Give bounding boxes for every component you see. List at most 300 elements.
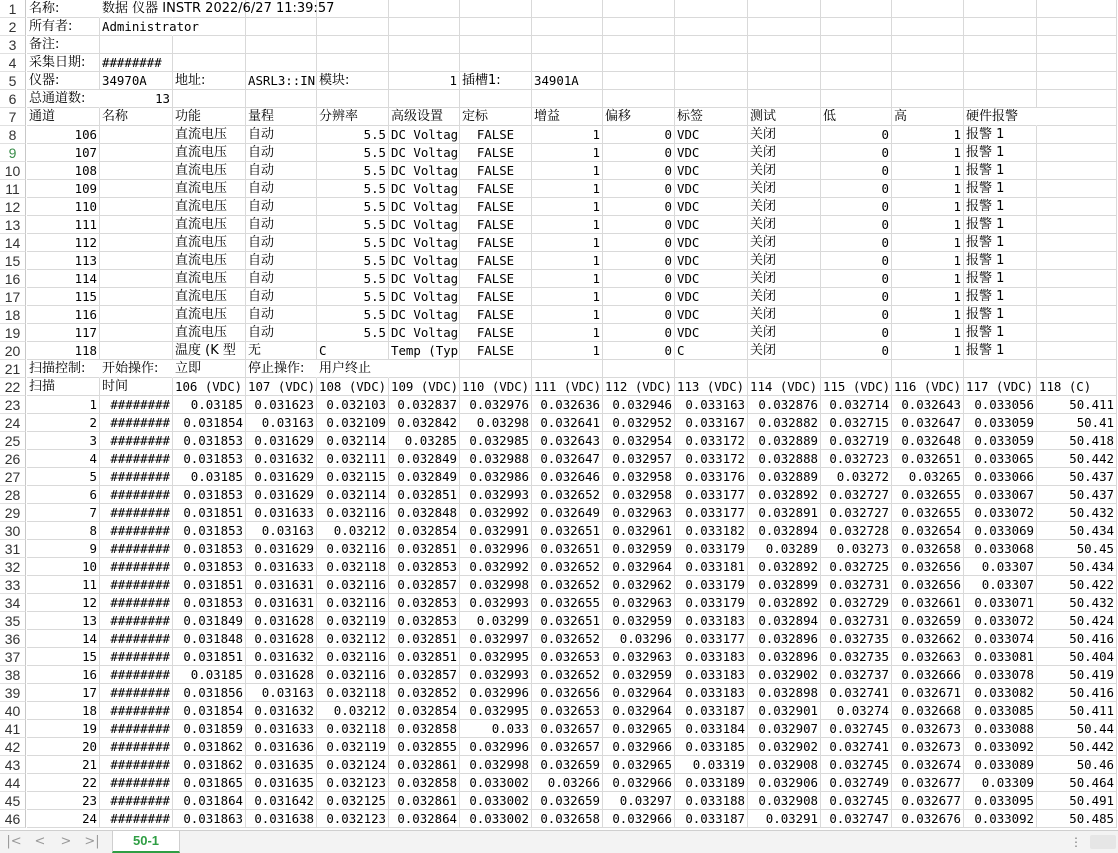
cell-46-c3[interactable]: 0.031638	[246, 810, 317, 828]
cell-20-c6[interactable]: FALSE	[460, 342, 532, 360]
cell-43-c13[interactable]: 0.033089	[964, 756, 1037, 774]
cell-34-c11[interactable]: 0.032729	[821, 594, 892, 612]
cell-12-c7[interactable]: 1	[532, 198, 603, 216]
cell-29-c5[interactable]: 0.032848	[389, 504, 460, 522]
cell-28-c14[interactable]: 50.437	[1037, 486, 1117, 504]
cell-35-c11[interactable]: 0.032731	[821, 612, 892, 630]
cell-12-c2[interactable]: 直流电压	[173, 198, 246, 216]
cell-1-c5[interactable]	[389, 0, 460, 18]
cell-16-c5[interactable]: DC Voltag	[391, 271, 459, 286]
row-header-37[interactable]: 37	[0, 648, 26, 666]
cell-16-c9[interactable]: VDC	[675, 270, 748, 288]
cell-25-c5[interactable]: 0.03285	[389, 432, 460, 450]
cell-24-c14[interactable]: 50.41	[1037, 414, 1117, 432]
cell-19-c10[interactable]: 关闭	[748, 324, 821, 342]
cell-7-c11[interactable]: 低	[821, 108, 892, 126]
cell-5-c10[interactable]	[748, 72, 821, 90]
cell-27-c1[interactable]: ########	[100, 468, 173, 486]
cell-20-c11[interactable]: 0	[821, 342, 892, 360]
cell-15-c14[interactable]	[1037, 252, 1117, 270]
cell-41-c4[interactable]: 0.032118	[317, 720, 389, 738]
cell-20-c10[interactable]: 关闭	[748, 342, 821, 360]
cell-42-c6[interactable]: 0.032996	[460, 738, 532, 756]
cell-39-c2[interactable]: 0.031856	[173, 684, 246, 702]
cell-45-c10[interactable]: 0.032908	[748, 792, 821, 810]
cell-14-c2[interactable]: 直流电压	[173, 234, 246, 252]
row-header-6[interactable]: 6	[0, 90, 26, 108]
cell-16-c1[interactable]	[100, 270, 173, 288]
cell-40-c8[interactable]: 0.032964	[603, 702, 675, 720]
row-header-17[interactable]: 17	[0, 288, 26, 306]
cell-26-c9[interactable]: 0.033172	[675, 450, 748, 468]
cell-21-c11[interactable]	[821, 360, 892, 378]
cell-11-c1[interactable]	[100, 180, 173, 198]
cell-43-c11[interactable]: 0.032745	[821, 756, 892, 774]
cell-29-c10[interactable]: 0.032891	[748, 504, 821, 522]
cell-37-c12[interactable]: 0.032663	[892, 648, 964, 666]
cell-42-c2[interactable]: 0.031862	[173, 738, 246, 756]
cell-22-c2[interactable]: 106 (VDC)	[173, 378, 246, 396]
cell-28-c10[interactable]: 0.032892	[748, 486, 821, 504]
cell-13-c3[interactable]: 自动	[246, 216, 317, 234]
cell-33-c1[interactable]: ########	[100, 576, 173, 594]
cell-41-c1[interactable]: ########	[100, 720, 173, 738]
cell-25-c4[interactable]: 0.032114	[317, 432, 389, 450]
cell-4-c12[interactable]	[892, 54, 964, 72]
cell-13-c5[interactable]: DC Voltag	[391, 217, 459, 232]
cell-28-c12[interactable]: 0.032655	[892, 486, 964, 504]
cell-27-c5[interactable]: 0.032849	[389, 468, 460, 486]
cell-26-c14[interactable]: 50.442	[1037, 450, 1117, 468]
cell-33-c2[interactable]: 0.031851	[173, 576, 246, 594]
cell-29-c12[interactable]: 0.032655	[892, 504, 964, 522]
cell-44-c11[interactable]: 0.032749	[821, 774, 892, 792]
cell-16-c2[interactable]: 直流电压	[173, 270, 246, 288]
cell-40-c1[interactable]: ########	[100, 702, 173, 720]
cell-7-c1[interactable]: 名称	[100, 108, 173, 126]
cell-41-c8[interactable]: 0.032965	[603, 720, 675, 738]
cell-36-c12[interactable]: 0.032662	[892, 630, 964, 648]
row-header-45[interactable]: 45	[0, 792, 26, 810]
row-header-15[interactable]: 15	[0, 252, 26, 270]
cell-31-c8[interactable]: 0.032959	[603, 540, 675, 558]
cell-24-c7[interactable]: 0.032641	[532, 414, 603, 432]
cell-16-c8[interactable]: 0	[603, 270, 675, 288]
cell-45-c4[interactable]: 0.032125	[317, 792, 389, 810]
cell-30-c12[interactable]: 0.032654	[892, 522, 964, 540]
row-header-16[interactable]: 16	[0, 270, 26, 288]
cell-8-c3[interactable]: 自动	[246, 126, 317, 144]
cell-34-c3[interactable]: 0.031631	[246, 594, 317, 612]
cell-10-c2[interactable]: 直流电压	[173, 162, 246, 180]
cell-20-c1[interactable]	[100, 342, 173, 360]
cell-44-c10[interactable]: 0.032906	[748, 774, 821, 792]
cell-33-c0[interactable]: 11	[27, 576, 100, 594]
cell-20-c14[interactable]	[1037, 342, 1117, 360]
cell-4-c2[interactable]	[173, 54, 246, 72]
cell-9-c4[interactable]: 5.5	[317, 144, 389, 162]
cell-26-c6[interactable]: 0.032988	[460, 450, 532, 468]
cell-6-c0[interactable]: 总通道数:	[27, 90, 100, 108]
cell-32-c2[interactable]: 0.031853	[173, 558, 246, 576]
cell-23-c5[interactable]: 0.032837	[389, 396, 460, 414]
cell-27-c4[interactable]: 0.032115	[317, 468, 389, 486]
cell-16-c13[interactable]: 报警 1	[964, 270, 1037, 288]
cell-17-c9[interactable]: VDC	[675, 288, 748, 306]
cell-35-c10[interactable]: 0.032894	[748, 612, 821, 630]
cell-23-c0[interactable]: 1	[27, 396, 100, 414]
cell-9-c12[interactable]: 1	[892, 144, 964, 162]
row-header-18[interactable]: 18	[0, 306, 26, 324]
cell-4-c11[interactable]	[821, 54, 892, 72]
cell-18-c9[interactable]: VDC	[675, 306, 748, 324]
cell-31-c12[interactable]: 0.032658	[892, 540, 964, 558]
cell-23-c10[interactable]: 0.032876	[748, 396, 821, 414]
cell-17-c12[interactable]: 1	[892, 288, 964, 306]
cell-46-c14[interactable]: 50.485	[1037, 810, 1117, 828]
cell-31-c0[interactable]: 9	[27, 540, 100, 558]
cell-31-c11[interactable]: 0.03273	[821, 540, 892, 558]
cell-22-c0[interactable]: 扫描	[27, 378, 100, 396]
cell-1-c14[interactable]	[1037, 0, 1117, 18]
cell-41-c12[interactable]: 0.032673	[892, 720, 964, 738]
cell-3-c2[interactable]	[173, 36, 246, 54]
cell-17-c13[interactable]: 报警 1	[964, 288, 1037, 306]
cell-32-c8[interactable]: 0.032964	[603, 558, 675, 576]
cell-14-c1[interactable]	[100, 234, 173, 252]
cell-25-c3[interactable]: 0.031629	[246, 432, 317, 450]
cell-41-c9[interactable]: 0.033184	[675, 720, 748, 738]
cell-11-c10[interactable]: 关闭	[748, 180, 821, 198]
cell-23-c1[interactable]: ########	[100, 396, 173, 414]
cell-24-c9[interactable]: 0.033167	[675, 414, 748, 432]
cell-39-c10[interactable]: 0.032898	[748, 684, 821, 702]
cell-34-c13[interactable]: 0.033071	[964, 594, 1037, 612]
cell-5-c4[interactable]: 模块:	[317, 72, 389, 90]
cell-8-c5[interactable]: DC Voltag	[391, 127, 459, 142]
cell-11-c6[interactable]: FALSE	[460, 180, 532, 198]
cell-3-c12[interactable]	[892, 36, 964, 54]
cell-5-c8[interactable]	[603, 72, 675, 90]
cell-30-c9[interactable]: 0.033182	[675, 522, 748, 540]
cell-14-c3[interactable]: 自动	[246, 234, 317, 252]
cell-36-c10[interactable]: 0.032896	[748, 630, 821, 648]
cell-18-c7[interactable]: 1	[532, 306, 603, 324]
cell-41-c11[interactable]: 0.032745	[821, 720, 892, 738]
cell-8-c6[interactable]: FALSE	[460, 126, 532, 144]
cell-30-c13[interactable]: 0.033069	[964, 522, 1037, 540]
cell-19-c8[interactable]: 0	[603, 324, 675, 342]
cell-24-c8[interactable]: 0.032952	[603, 414, 675, 432]
cell-31-c14[interactable]: 50.45	[1037, 540, 1117, 558]
cell-16-c10[interactable]: 关闭	[748, 270, 821, 288]
cell-7-c14[interactable]	[1037, 108, 1117, 126]
cell-33-c13[interactable]: 0.03307	[964, 576, 1037, 594]
cell-15-c6[interactable]: FALSE	[460, 252, 532, 270]
cell-38-c7[interactable]: 0.032652	[532, 666, 603, 684]
cell-46-c1[interactable]: ########	[100, 810, 173, 828]
cell-3-c5[interactable]	[389, 36, 460, 54]
cell-28-c11[interactable]: 0.032727	[821, 486, 892, 504]
cell-26-c3[interactable]: 0.031632	[246, 450, 317, 468]
cell-1-c12[interactable]	[892, 0, 964, 18]
cell-29-c6[interactable]: 0.032992	[460, 504, 532, 522]
cell-3-c13[interactable]	[964, 36, 1037, 54]
cell-38-c3[interactable]: 0.031628	[246, 666, 317, 684]
cell-5-c3[interactable]: ASRL3::IN	[248, 73, 316, 88]
cell-38-c2[interactable]: 0.03185	[173, 666, 246, 684]
cell-34-c1[interactable]: ########	[100, 594, 173, 612]
cell-32-c13[interactable]: 0.03307	[964, 558, 1037, 576]
cell-16-c14[interactable]	[1037, 270, 1117, 288]
cell-1-c6[interactable]	[460, 0, 532, 18]
cell-22-c12[interactable]: 116 (VDC)	[892, 378, 964, 396]
cell-21-c8[interactable]	[603, 360, 675, 378]
cell-1-c11[interactable]	[821, 0, 892, 18]
cell-12-c13[interactable]: 报警 1	[964, 198, 1037, 216]
cell-27-c6[interactable]: 0.032986	[460, 468, 532, 486]
row-header-21[interactable]: 21	[0, 360, 26, 378]
cell-17-c14[interactable]	[1037, 288, 1117, 306]
cell-4-c0[interactable]: 采集日期:	[27, 54, 100, 72]
cell-32-c0[interactable]: 10	[27, 558, 100, 576]
cell-24-c5[interactable]: 0.032842	[389, 414, 460, 432]
cell-15-c10[interactable]: 关闭	[748, 252, 821, 270]
cell-10-c0[interactable]: 108	[27, 162, 100, 180]
cell-36-c3[interactable]: 0.031628	[246, 630, 317, 648]
row-header-8[interactable]: 8	[0, 126, 26, 144]
cell-15-c13[interactable]: 报警 1	[964, 252, 1037, 270]
cell-29-c3[interactable]: 0.031633	[246, 504, 317, 522]
cell-33-c11[interactable]: 0.032731	[821, 576, 892, 594]
cell-11-c2[interactable]: 直流电压	[173, 180, 246, 198]
cell-10-c14[interactable]	[1037, 162, 1117, 180]
cell-39-c13[interactable]: 0.033082	[964, 684, 1037, 702]
row-header-41[interactable]: 41	[0, 720, 26, 738]
cell-26-c8[interactable]: 0.032957	[603, 450, 675, 468]
cell-36-c0[interactable]: 14	[27, 630, 100, 648]
cell-40-c6[interactable]: 0.032995	[460, 702, 532, 720]
cell-41-c7[interactable]: 0.032657	[532, 720, 603, 738]
cell-7-c12[interactable]: 高	[892, 108, 964, 126]
cell-14-c0[interactable]: 112	[27, 234, 100, 252]
cell-4-c10[interactable]	[748, 54, 821, 72]
cell-20-c0[interactable]: 118	[27, 342, 100, 360]
cell-29-c14[interactable]: 50.432	[1037, 504, 1117, 522]
cell-3-c9[interactable]	[675, 36, 748, 54]
cell-35-c13[interactable]: 0.033072	[964, 612, 1037, 630]
cell-42-c1[interactable]: ########	[100, 738, 173, 756]
cell-3-c3[interactable]	[246, 36, 317, 54]
cell-40-c9[interactable]: 0.033187	[675, 702, 748, 720]
cell-37-c4[interactable]: 0.032116	[317, 648, 389, 666]
cell-15-c7[interactable]: 1	[532, 252, 603, 270]
cell-25-c6[interactable]: 0.032985	[460, 432, 532, 450]
cell-43-c12[interactable]: 0.032674	[892, 756, 964, 774]
cell-35-c14[interactable]: 50.424	[1037, 612, 1117, 630]
cell-7-c2[interactable]: 功能	[173, 108, 246, 126]
cell-9-c11[interactable]: 0	[821, 144, 892, 162]
cell-19-c12[interactable]: 1	[892, 324, 964, 342]
cell-42-c5[interactable]: 0.032855	[389, 738, 460, 756]
cell-11-c13[interactable]: 报警 1	[964, 180, 1037, 198]
cell-5-c11[interactable]	[821, 72, 892, 90]
cell-4-c5[interactable]	[389, 54, 460, 72]
cell-14-c13[interactable]: 报警 1	[964, 234, 1037, 252]
cell-22-c6[interactable]: 110 (VDC)	[460, 378, 532, 396]
cell-46-c7[interactable]: 0.032658	[532, 810, 603, 828]
cell-30-c5[interactable]: 0.032854	[389, 522, 460, 540]
cell-40-c10[interactable]: 0.032901	[748, 702, 821, 720]
cell-44-c4[interactable]: 0.032123	[317, 774, 389, 792]
cell-23-c7[interactable]: 0.032636	[532, 396, 603, 414]
cell-10-c9[interactable]: VDC	[675, 162, 748, 180]
cell-35-c7[interactable]: 0.032651	[532, 612, 603, 630]
cell-38-c1[interactable]: ########	[100, 666, 173, 684]
cell-30-c11[interactable]: 0.032728	[821, 522, 892, 540]
cell-37-c3[interactable]: 0.031632	[246, 648, 317, 666]
cell-15-c8[interactable]: 0	[603, 252, 675, 270]
cell-34-c8[interactable]: 0.032963	[603, 594, 675, 612]
row-header-28[interactable]: 28	[0, 486, 26, 504]
cell-10-c12[interactable]: 1	[892, 162, 964, 180]
cell-25-c0[interactable]: 3	[27, 432, 100, 450]
cell-41-c2[interactable]: 0.031859	[173, 720, 246, 738]
cell-44-c8[interactable]: 0.032966	[603, 774, 675, 792]
row-header-7[interactable]: 7	[0, 108, 26, 126]
cell-31-c2[interactable]: 0.031853	[173, 540, 246, 558]
cell-32-c9[interactable]: 0.033181	[675, 558, 748, 576]
cell-16-c4[interactable]: 5.5	[317, 270, 389, 288]
cell-26-c7[interactable]: 0.032647	[532, 450, 603, 468]
cell-18-c0[interactable]: 116	[27, 306, 100, 324]
cell-15-c2[interactable]: 直流电压	[173, 252, 246, 270]
cell-37-c5[interactable]: 0.032851	[389, 648, 460, 666]
cell-3-c7[interactable]	[532, 36, 603, 54]
cell-12-c0[interactable]: 110	[27, 198, 100, 216]
cell-38-c9[interactable]: 0.033183	[675, 666, 748, 684]
cell-23-c3[interactable]: 0.031623	[246, 396, 317, 414]
cell-3-c1[interactable]	[100, 36, 173, 54]
cell-43-c8[interactable]: 0.032965	[603, 756, 675, 774]
cell-43-c5[interactable]: 0.032861	[389, 756, 460, 774]
first-sheet-button[interactable]: |<	[6, 834, 22, 849]
cell-2-c5[interactable]	[389, 18, 460, 36]
next-sheet-button[interactable]: >	[60, 834, 72, 849]
cell-3-c0[interactable]: 备注:	[27, 36, 100, 54]
cell-37-c10[interactable]: 0.032896	[748, 648, 821, 666]
cell-9-c9[interactable]: VDC	[675, 144, 748, 162]
cell-25-c10[interactable]: 0.032889	[748, 432, 821, 450]
cell-40-c0[interactable]: 18	[27, 702, 100, 720]
cell-34-c5[interactable]: 0.032853	[389, 594, 460, 612]
cell-11-c14[interactable]	[1037, 180, 1117, 198]
cell-13-c6[interactable]: FALSE	[460, 216, 532, 234]
cell-15-c9[interactable]: VDC	[675, 252, 748, 270]
row-header-5[interactable]: 5	[0, 72, 26, 90]
cell-14-c12[interactable]: 1	[892, 234, 964, 252]
cell-34-c4[interactable]: 0.032116	[317, 594, 389, 612]
cell-18-c12[interactable]: 1	[892, 306, 964, 324]
cell-41-c3[interactable]: 0.031633	[246, 720, 317, 738]
cell-2-c0[interactable]: 所有者:	[27, 18, 100, 36]
cell-13-c9[interactable]: VDC	[675, 216, 748, 234]
cell-9-c14[interactable]	[1037, 144, 1117, 162]
cell-43-c9[interactable]: 0.03319	[675, 756, 748, 774]
row-header-3[interactable]: 3	[0, 36, 26, 54]
cell-5-c9[interactable]	[675, 72, 748, 90]
cell-28-c8[interactable]: 0.032958	[603, 486, 675, 504]
cell-46-c11[interactable]: 0.032747	[821, 810, 892, 828]
cell-43-c4[interactable]: 0.032124	[317, 756, 389, 774]
cell-44-c7[interactable]: 0.03266	[532, 774, 603, 792]
cell-4-c1[interactable]: ########	[100, 54, 173, 72]
cell-37-c9[interactable]: 0.033183	[675, 648, 748, 666]
cell-7-c5[interactable]: 高级设置	[389, 108, 460, 126]
cell-33-c6[interactable]: 0.032998	[460, 576, 532, 594]
cell-27-c13[interactable]: 0.033066	[964, 468, 1037, 486]
cell-29-c0[interactable]: 7	[27, 504, 100, 522]
cell-2-c13[interactable]	[964, 18, 1037, 36]
cell-22-c5[interactable]: 109 (VDC)	[391, 379, 459, 394]
row-header-24[interactable]: 24	[0, 414, 26, 432]
cell-20-c7[interactable]: 1	[532, 342, 603, 360]
cell-8-c10[interactable]: 关闭	[748, 126, 821, 144]
cell-7-c0[interactable]: 通道	[27, 108, 100, 126]
row-header-42[interactable]: 42	[0, 738, 26, 756]
cell-34-c12[interactable]: 0.032661	[892, 594, 964, 612]
cell-33-c7[interactable]: 0.032652	[532, 576, 603, 594]
cell-40-c7[interactable]: 0.032653	[532, 702, 603, 720]
cell-25-c14[interactable]: 50.418	[1037, 432, 1117, 450]
cell-18-c2[interactable]: 直流电压	[173, 306, 246, 324]
cell-25-c9[interactable]: 0.033172	[675, 432, 748, 450]
cell-46-c5[interactable]: 0.032864	[389, 810, 460, 828]
cell-27-c7[interactable]: 0.032646	[532, 468, 603, 486]
cell-5-c7[interactable]: 34901A	[532, 72, 603, 90]
cell-13-c14[interactable]	[1037, 216, 1117, 234]
cell-18-c5[interactable]: DC Voltag	[391, 307, 459, 322]
cell-19-c9[interactable]: VDC	[675, 324, 748, 342]
cell-16-c11[interactable]: 0	[821, 270, 892, 288]
cell-21-c14[interactable]	[1037, 360, 1117, 378]
cell-4-c4[interactable]	[317, 54, 389, 72]
cell-37-c0[interactable]: 15	[27, 648, 100, 666]
cell-2-c1[interactable]: Administrator	[102, 19, 199, 34]
cell-31-c5[interactable]: 0.032851	[389, 540, 460, 558]
cell-42-c9[interactable]: 0.033185	[675, 738, 748, 756]
cell-39-c14[interactable]: 50.416	[1037, 684, 1117, 702]
cell-25-c13[interactable]: 0.033059	[964, 432, 1037, 450]
cell-37-c1[interactable]: ########	[100, 648, 173, 666]
cell-44-c12[interactable]: 0.032677	[892, 774, 964, 792]
cell-18-c13[interactable]: 报警 1	[964, 306, 1037, 324]
cell-26-c1[interactable]: ########	[100, 450, 173, 468]
cell-11-c9[interactable]: VDC	[675, 180, 748, 198]
cell-38-c12[interactable]: 0.032666	[892, 666, 964, 684]
cell-14-c10[interactable]: 关闭	[748, 234, 821, 252]
cell-10-c8[interactable]: 0	[603, 162, 675, 180]
cell-9-c8[interactable]: 0	[603, 144, 675, 162]
cell-5-c6[interactable]: 插槽1:	[460, 72, 532, 90]
cell-32-c7[interactable]: 0.032652	[532, 558, 603, 576]
cell-9-c7[interactable]: 1	[532, 144, 603, 162]
cell-1-c8[interactable]	[603, 0, 675, 18]
cell-22-c13[interactable]: 117 (VDC)	[964, 378, 1037, 396]
cell-21-c6[interactable]	[460, 360, 532, 378]
cell-10-c3[interactable]: 自动	[246, 162, 317, 180]
cell-15-c12[interactable]: 1	[892, 252, 964, 270]
